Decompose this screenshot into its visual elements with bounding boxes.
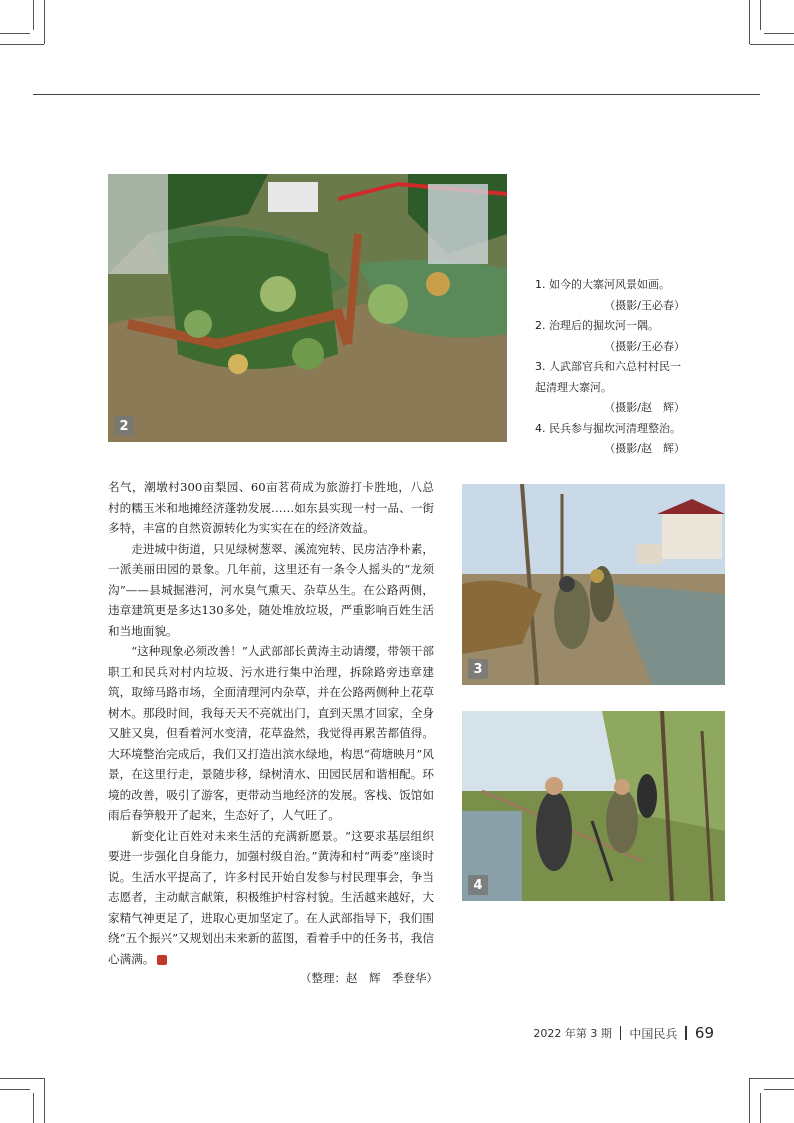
page-number: 69	[694, 1024, 714, 1042]
crop-mark-bottom-right-v2	[749, 1078, 750, 1123]
caption-1-credit: （摄影/王必春）	[604, 298, 685, 312]
crop-mark-top-right-h	[764, 33, 794, 34]
caption-2: 2. 治理后的掘坎河一隅。	[535, 319, 659, 332]
header-rule	[33, 94, 760, 95]
caption-3: 3. 人武部官兵和六总村村民一起清理大寨河。	[535, 360, 681, 394]
crop-mark-bottom-right-h	[764, 1089, 794, 1090]
body-paragraph-3: “这种现象必须改善！”人武部部长黄涛主动请缨，带领干部职工和民兵对村内垃圾、污水进行集中治理，拆除路旁违章建筑，取缔马路市场，全面清理河内杂草，并在公路两侧种上花草树木。那段时间，我每天天不亮就出门，直到天黑才回家，全身又脏又臭，但看着河水变清，花草盎然，我觉得再累苦都值得。大环境整治完成后，我们又打造出滨水绿地，构思“荷塘映月”风景，在这里行走，景随步移，绿树清水、田园民居和谐相配。环境的改善，吸引了游客，更带动当地经济的发展。客栈、饭馆如雨后春笋般开了起来，生态好了，人气旺了。	[108, 644, 434, 822]
body-paragraph-2: 走进城中街道，只见绿树葱翠、溪流宛转、民房洁净朴素，一派美丽田园的景象。几年前，这里还有一条令人摇头的“龙须沟”——县城掘港河，河水臭气熏天、杂草丛生。在公路两侧，违章建筑更是多达130多处，随处堆放垃圾，严重影响百姓生活和当地面貌。	[108, 541, 434, 638]
issue-label: 2022 年第 3 期	[533, 1027, 612, 1040]
crop-mark-bottom-right-h2	[750, 1078, 794, 1079]
crop-mark-top-right-v2	[749, 0, 750, 44]
magazine-name: 中国民兵	[629, 1026, 678, 1041]
caption-1: 1. 如今的大寨河风景如画。	[535, 278, 670, 291]
caption-4: 4. 民兵参与掘坎河清理整治。	[535, 421, 681, 435]
footer-divider	[620, 1026, 622, 1040]
page-footer	[533, 1024, 714, 1042]
photo-aerial-park	[108, 174, 507, 442]
crop-mark-bottom-left-v	[33, 1093, 34, 1123]
crop-mark-top-right-v	[760, 0, 761, 30]
crop-mark-bottom-right-v	[760, 1093, 761, 1123]
crop-mark-top-left-v	[33, 0, 34, 30]
end-mark-icon	[157, 955, 167, 965]
crop-mark-top-left-h	[0, 33, 30, 34]
body-paragraph-1: 名气，潮墩村300亩梨园、60亩茗荷成为旅游打卡胜地，八总村的糯玉米和地摊经济蓬勃发展……如东县实现一村一品、一街多特，丰富的自然资源转化为实实在在的经济效益。	[108, 480, 434, 535]
crop-mark-top-left-h2	[0, 44, 44, 45]
photo-soldiers-riverbank	[462, 484, 725, 685]
photo-militia-digging	[462, 711, 725, 901]
crop-mark-top-right-h2	[750, 44, 794, 45]
article-body	[108, 477, 434, 969]
footer-divider	[685, 1026, 687, 1040]
crop-mark-bottom-left-h	[0, 1089, 30, 1090]
crop-mark-bottom-left-h2	[0, 1078, 44, 1079]
caption-2-credit: （摄影/王必春）	[604, 339, 685, 353]
crop-mark-bottom-left-v2	[44, 1078, 45, 1123]
caption-3-credit: （摄影/赵 辉）	[604, 401, 685, 414]
crop-mark-top-left-v2	[44, 0, 45, 44]
photo-captions	[535, 275, 685, 460]
photo-number-badge: 3	[468, 659, 488, 679]
photo-number-badge: 4	[468, 875, 488, 895]
article-editor-credit: （整理：赵 辉 季登华）	[300, 971, 438, 985]
photo-number-badge: 2	[114, 416, 134, 436]
body-paragraph-4: 新变化让百姓对未来生活的充满新愿景。“这要求基层组织要进一步强化自身能力，加强村级自治。”黄涛和村“两委”座谈时说。生活水平提高了，许多村民开始自发参与村民理事会，争当志愿者，主动献言献策，积极维护村容村貌。生活越来越好，大家精气神更足了，进取心更加坚定了。在人武部指导下，我们围绕“五个振兴”又规划出未来新的蓝图，看着手中的任务书，我信心满满。	[108, 828, 434, 966]
caption-4-credit: （摄影/赵 辉）	[604, 442, 685, 455]
